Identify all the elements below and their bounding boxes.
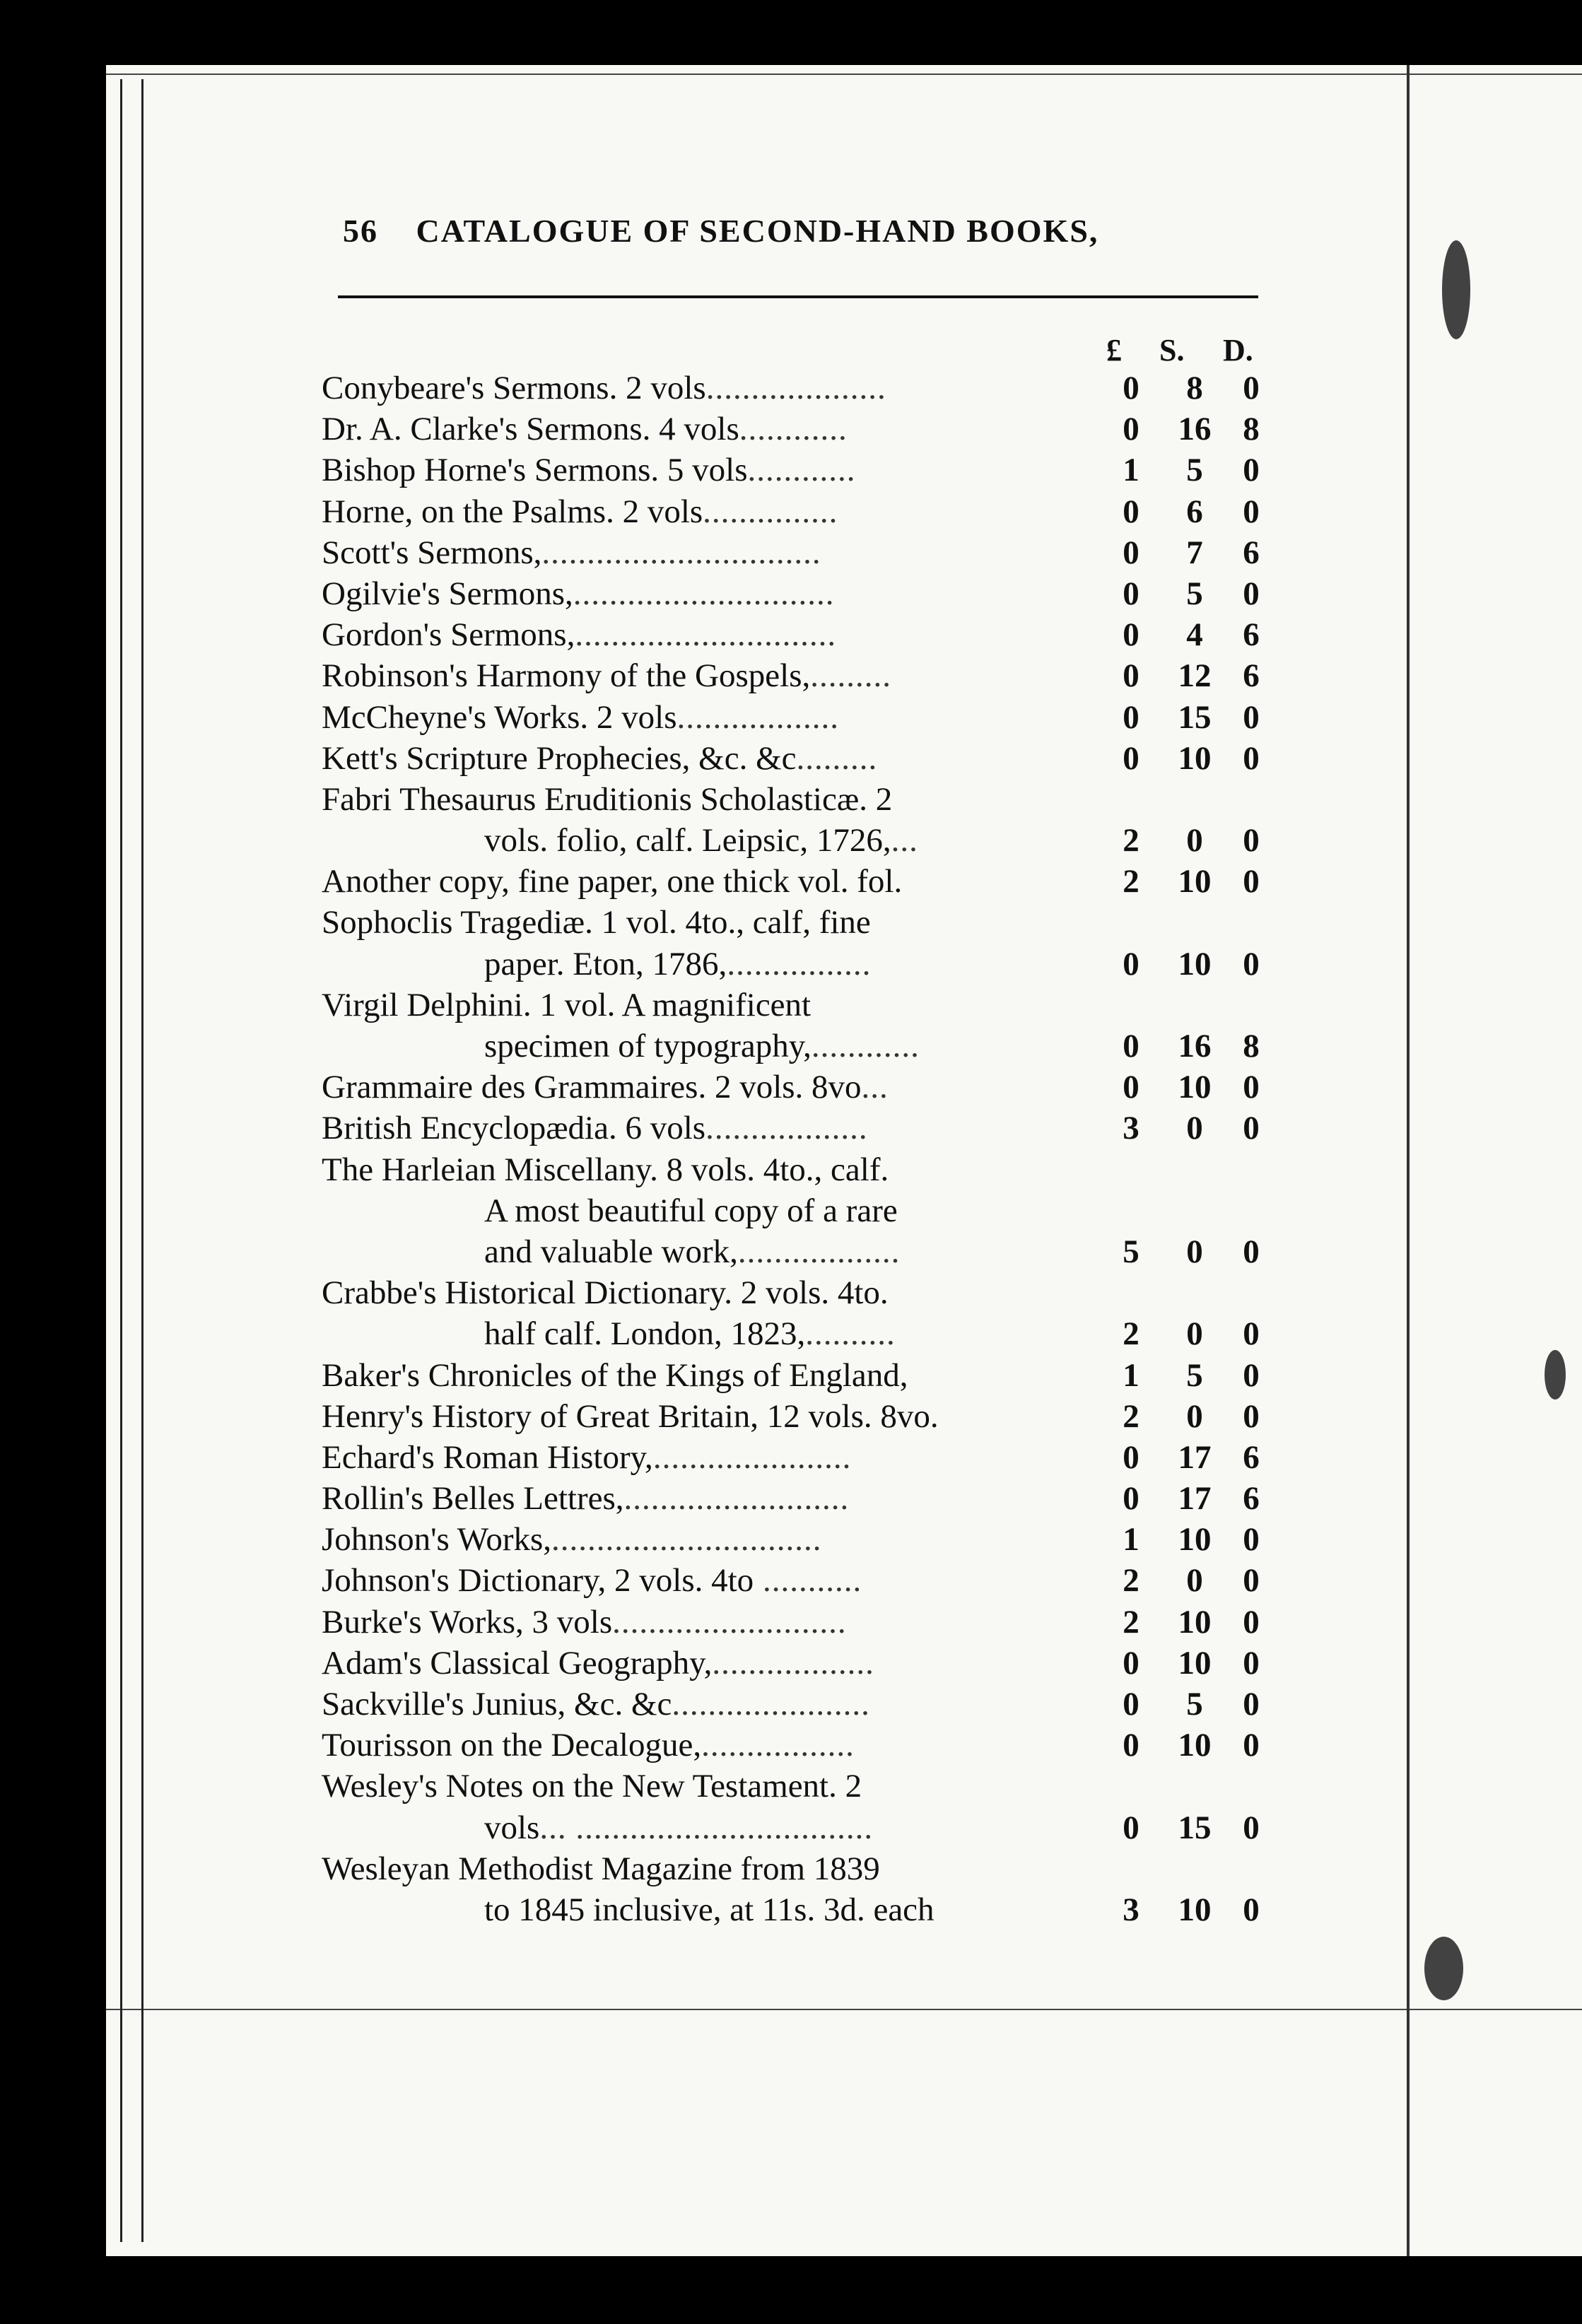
entry-text [322, 1272, 889, 1313]
catalogue-entry [322, 450, 1276, 491]
leader-dots: ............ [811, 1028, 920, 1064]
entry-text [322, 409, 848, 450]
catalogue-entry [322, 697, 1276, 738]
leader-dots: ................ [727, 945, 872, 982]
entry-text [322, 985, 811, 1026]
catalogue-entry [322, 1766, 1276, 1807]
price-shillings: 10 [1178, 863, 1212, 900]
page-number: 56 [343, 213, 378, 249]
entry-text [322, 1478, 849, 1519]
price-shillings: 16 [1178, 1028, 1212, 1064]
entry-title: Echard's Roman History, [322, 1438, 653, 1476]
price-pounds: 0 [1123, 657, 1139, 695]
entry-text [322, 368, 886, 409]
catalogue-entry [322, 779, 1276, 820]
price-pounds: 0 [1123, 616, 1139, 654]
price-pounds: 5 [1123, 1233, 1139, 1270]
price-pence: 0 [1243, 493, 1260, 530]
price-pence: 0 [1243, 739, 1260, 777]
entry-text [322, 450, 856, 491]
leader-dots: ......... [796, 739, 878, 777]
entry-text [484, 1889, 934, 1930]
price-pence: 0 [1243, 1397, 1260, 1435]
price-pence: 0 [1243, 1686, 1260, 1723]
price-pence: 0 [1243, 1315, 1260, 1353]
entry-title: Bishop Horne's Sermons. 5 vols [322, 452, 748, 489]
catalogue-entry-continuation [322, 944, 1276, 985]
entry-text [484, 820, 918, 861]
price-pence: 0 [1243, 1727, 1260, 1764]
entry-text [322, 1560, 862, 1601]
leader-dots: .......................... [612, 1603, 847, 1641]
price-pounds: 0 [1123, 1686, 1139, 1723]
catalogue-entry [322, 573, 1276, 614]
catalogue-entry [322, 614, 1276, 655]
scan-smudge [1442, 240, 1470, 339]
price-pounds: 2 [1123, 1562, 1139, 1600]
price-pounds: 0 [1123, 1438, 1139, 1476]
entry-title: British Encyclopædia. 6 vols [322, 1110, 706, 1147]
leader-dots: ......... [810, 657, 891, 695]
leader-dots: ............................... [541, 534, 821, 571]
entry-title: Sackville's Junius, &c. &c [322, 1686, 672, 1723]
entry-title: Conybeare's Sermons. 2 vols [322, 370, 706, 406]
entry-text [322, 1355, 908, 1396]
catalogue-entry [322, 985, 1276, 1026]
price-pounds: 0 [1123, 1480, 1139, 1518]
scan-smudge [1424, 1937, 1463, 2000]
price-pounds: 1 [1123, 452, 1139, 489]
leader-dots: ... [861, 1069, 889, 1106]
entry-text [322, 1684, 870, 1725]
entry-title: and valuable work, [484, 1233, 738, 1270]
price-shillings: 5 [1186, 1356, 1203, 1394]
price-shillings: 0 [1186, 1315, 1203, 1353]
entry-title: Virgil Delphini. 1 vol. A magnificent [322, 986, 811, 1023]
price-shillings: 0 [1186, 1397, 1203, 1435]
entry-title: Rollin's Belles Lettres, [322, 1480, 624, 1518]
price-shillings: 15 [1178, 698, 1212, 736]
left-border-rule-inner [141, 79, 143, 2242]
entry-text [322, 1725, 855, 1766]
catalogue-entry [322, 409, 1276, 450]
price-shillings: 10 [1178, 739, 1212, 777]
price-pence: 0 [1243, 1069, 1260, 1106]
price-shillings: 10 [1178, 1069, 1212, 1106]
catalogue-entry [322, 368, 1276, 409]
catalogue-entry [322, 902, 1276, 943]
entry-title: Dr. A. Clarke's Sermons. 4 vols [322, 411, 739, 448]
price-pence: 6 [1243, 1480, 1260, 1518]
price-pounds: 0 [1123, 1028, 1139, 1064]
leader-dots: .............................. [551, 1521, 822, 1559]
price-pence: 0 [1243, 1603, 1260, 1641]
catalogue-entry [322, 1602, 1276, 1643]
entry-title: Burke's Works, 3 vols [322, 1603, 613, 1641]
scan-smudge [1545, 1350, 1566, 1399]
header-rule [338, 295, 1258, 298]
price-pounds: 2 [1123, 863, 1139, 900]
column-head-pence: D. [1223, 333, 1253, 368]
entry-text [484, 1313, 896, 1354]
leader-dots: ...................... [652, 1438, 852, 1476]
entry-text [484, 1190, 898, 1231]
entry-text [484, 1231, 900, 1272]
entry-title: half calf. London, 1823, [484, 1315, 806, 1353]
entry-text [322, 738, 877, 779]
price-shillings: 10 [1178, 1603, 1212, 1641]
entry-title: Wesley's Notes on the New Testament. 2 [322, 1768, 862, 1805]
entry-title: Horne, on the Psalms. 2 vols [322, 493, 703, 530]
entry-title: McCheyne's Works. 2 vols [322, 698, 677, 736]
price-pence: 0 [1243, 945, 1260, 982]
price-pounds: 0 [1123, 1809, 1139, 1846]
price-shillings: 0 [1186, 822, 1203, 859]
left-border-rule [120, 79, 122, 2242]
catalogue-entry [322, 1643, 1276, 1684]
catalogue-entry [322, 1848, 1276, 1889]
catalogue-title: CATALOGUE OF SECOND-HAND BOOKS, [416, 213, 1099, 249]
entry-text [322, 614, 836, 655]
price-shillings: 0 [1186, 1110, 1203, 1147]
price-pounds: 0 [1123, 534, 1139, 571]
price-pounds: 0 [1123, 1644, 1139, 1682]
entry-text [484, 1807, 873, 1848]
price-pounds: 0 [1123, 1069, 1139, 1106]
catalogue-entries [322, 368, 1276, 1930]
leader-dots: ...................... [672, 1686, 870, 1723]
entry-title: Johnson's Works, [322, 1521, 552, 1559]
entry-title: Scott's Sermons, [322, 534, 542, 571]
entry-text [322, 861, 902, 902]
entry-title: Robinson's Harmony of the Gospels, [322, 657, 811, 695]
leader-dots: .................. [705, 1110, 868, 1147]
catalogue-entry [322, 655, 1276, 696]
price-shillings: 5 [1186, 575, 1203, 612]
entry-title: vols [484, 1809, 540, 1846]
page-header [343, 212, 1262, 269]
leader-dots: ................. [701, 1727, 855, 1764]
price-pence: 8 [1243, 1028, 1260, 1064]
leader-dots: ........... [754, 1562, 862, 1600]
leader-dots: ............................. [575, 616, 837, 654]
price-pounds: 0 [1123, 1727, 1139, 1764]
price-pounds: 0 [1123, 370, 1139, 406]
entry-title: Adam's Classical Geography, [322, 1644, 713, 1682]
entry-title: Gordon's Sermons, [322, 616, 575, 654]
catalogue-entry [322, 1149, 1276, 1190]
catalogue-entry [322, 1272, 1276, 1313]
entry-text [322, 491, 838, 532]
leader-dots: ... [891, 822, 918, 859]
catalogue-entry-continuation [322, 1026, 1276, 1067]
catalogue-entry-continuation [322, 1889, 1276, 1930]
catalogue-entry [322, 1725, 1276, 1766]
catalogue-entry-continuation [322, 820, 1276, 861]
price-shillings: 4 [1186, 616, 1203, 654]
price-pence: 6 [1243, 616, 1260, 654]
entry-text [322, 573, 835, 614]
price-pounds: 0 [1123, 945, 1139, 982]
price-pence: 0 [1243, 1233, 1260, 1270]
price-pence: 0 [1243, 1562, 1260, 1600]
entry-text [322, 1108, 868, 1149]
price-pence: 0 [1243, 1356, 1260, 1394]
entry-text [484, 944, 871, 985]
column-head-shillings: S. [1159, 333, 1185, 368]
column-head-pounds: £ [1106, 333, 1122, 368]
entry-title: A most beautiful copy of a rare [484, 1192, 898, 1229]
leader-dots: ......................... [623, 1480, 850, 1518]
catalogue-entry-continuation [322, 1807, 1276, 1848]
price-shillings: 5 [1186, 1686, 1203, 1723]
price-pence: 0 [1243, 370, 1260, 406]
entry-title: Tourisson on the Decalogue, [322, 1727, 702, 1764]
price-pounds: 0 [1123, 411, 1139, 448]
entry-title: Kett's Scripture Prophecies, &c. &c [322, 739, 797, 777]
entry-text [322, 779, 892, 820]
leader-dots: .................... [705, 370, 886, 406]
price-shillings: 0 [1186, 1562, 1203, 1600]
entry-title: Fabri Thesaurus Eruditionis Scholasticæ. 2 [322, 780, 893, 818]
top-border-rule [106, 74, 1582, 75]
entry-text [322, 1149, 889, 1190]
entry-title: The Harleian Miscellany. 8 vols. 4to., calf. [322, 1151, 889, 1188]
entry-text [322, 1396, 939, 1437]
entry-title: Baker's Chronicles of the Kings of England, [322, 1356, 908, 1394]
price-pence: 0 [1243, 1110, 1260, 1147]
leader-dots: .................. [737, 1233, 901, 1270]
price-pence: 0 [1243, 1521, 1260, 1559]
price-pence: 0 [1243, 1809, 1260, 1846]
catalogue-entry [322, 738, 1276, 779]
entry-title: Johnson's Dictionary, 2 vols. 4to [322, 1562, 754, 1600]
catalogue-entry [322, 1067, 1276, 1108]
price-pounds: 3 [1123, 1110, 1139, 1147]
price-pounds: 0 [1123, 698, 1139, 736]
catalogue-entry [322, 1560, 1276, 1601]
price-pounds: 0 [1123, 739, 1139, 777]
price-pounds: 3 [1123, 1891, 1139, 1928]
price-shillings: 7 [1186, 534, 1203, 571]
entry-title: Wesleyan Methodist Magazine from 1839 [322, 1850, 880, 1887]
catalogue-entry [322, 861, 1276, 902]
catalogue-entry [322, 1684, 1276, 1725]
price-pence: 0 [1243, 822, 1260, 859]
catalogue-entry-continuation [322, 1190, 1276, 1231]
leader-dots: .................. [676, 698, 840, 736]
price-shillings: 6 [1186, 493, 1203, 530]
entry-text [484, 1026, 920, 1067]
price-shillings: 10 [1178, 1521, 1212, 1559]
price-pounds: 2 [1123, 1315, 1139, 1353]
entry-text [322, 1848, 880, 1889]
price-shillings: 17 [1178, 1480, 1212, 1518]
price-shillings: 16 [1178, 411, 1212, 448]
entry-text [322, 532, 821, 573]
price-shillings: 10 [1178, 1644, 1212, 1682]
catalogue-entry [322, 1437, 1276, 1478]
page-fold-line [1407, 65, 1410, 2256]
leader-dots: ............ [747, 452, 856, 489]
price-pounds: 1 [1123, 1521, 1139, 1559]
price-pounds: 2 [1123, 1603, 1139, 1641]
catalogue-entry [322, 491, 1276, 532]
entry-text [322, 697, 839, 738]
entry-title: specimen of typography, [484, 1028, 811, 1064]
price-pence: 0 [1243, 863, 1260, 900]
price-shillings: 17 [1178, 1438, 1212, 1476]
price-shillings: 5 [1186, 452, 1203, 489]
price-pence: 8 [1243, 411, 1260, 448]
leader-dots: ............... [703, 493, 838, 530]
price-shillings: 0 [1186, 1233, 1203, 1270]
entry-title: paper. Eton, 1786, [484, 945, 727, 982]
price-shillings: 8 [1186, 370, 1203, 406]
price-shillings: 10 [1178, 1727, 1212, 1764]
price-pence: 0 [1243, 698, 1260, 736]
price-pence: 0 [1243, 575, 1260, 612]
price-pence: 0 [1243, 1891, 1260, 1928]
entry-text [322, 1602, 847, 1643]
price-shillings: 12 [1178, 657, 1212, 695]
entry-text [322, 1766, 862, 1807]
price-shillings: 10 [1178, 1891, 1212, 1928]
price-shillings: 15 [1178, 1809, 1212, 1846]
entry-text [322, 1643, 874, 1684]
catalogue-entry [322, 1519, 1276, 1560]
price-pounds: 0 [1123, 575, 1139, 612]
price-pence: 6 [1243, 534, 1260, 571]
entry-title: Ogilvie's Sermons, [322, 575, 573, 612]
price-pence: 0 [1243, 1644, 1260, 1682]
price-shillings: 10 [1178, 945, 1212, 982]
entry-text [322, 1437, 851, 1478]
price-pounds: 1 [1123, 1356, 1139, 1394]
catalogue-entry [322, 1108, 1276, 1149]
entry-title: vols. folio, calf. Leipsic, 1726, [484, 822, 891, 859]
price-pounds: 2 [1123, 822, 1139, 859]
entry-title: Henry's History of Great Britain, 12 vols. 8vo. [322, 1397, 939, 1435]
price-pence: 6 [1243, 657, 1260, 695]
catalogue-entry [322, 1396, 1276, 1437]
price-pence: 6 [1243, 1438, 1260, 1476]
catalogue-entry [322, 1478, 1276, 1519]
price-pounds: 2 [1123, 1397, 1139, 1435]
entry-text [322, 1067, 889, 1108]
catalogue-entry [322, 532, 1276, 573]
entry-text [322, 1519, 822, 1560]
catalogue-entry-continuation [322, 1313, 1276, 1354]
entry-title: Another copy, fine paper, one thick vol. fol. [322, 863, 903, 900]
entry-title: Grammaire des Grammaires. 2 vols. 8vo [322, 1069, 862, 1106]
entry-title: to 1845 inclusive, at 11s. 3d. each [484, 1891, 934, 1928]
entry-title: Crabbe's Historical Dictionary. 2 vols. 4to. [322, 1274, 889, 1312]
entry-text [322, 902, 871, 943]
price-pence: 0 [1243, 452, 1260, 489]
bottom-border-rule [106, 2009, 1582, 2010]
leader-dots: .................. [712, 1644, 874, 1682]
leader-dots: ... ................................. [539, 1809, 874, 1846]
entry-title: Sophoclis Tragediæ. 1 vol. 4to., calf, fine [322, 904, 871, 941]
price-pounds: 0 [1123, 493, 1139, 530]
leader-dots: .......... [805, 1315, 896, 1353]
entry-text [322, 655, 891, 696]
catalogue-entry-continuation [322, 1231, 1276, 1272]
catalogue-entry [322, 1355, 1276, 1396]
leader-dots: ............ [739, 411, 848, 448]
leader-dots: ............................. [573, 575, 835, 612]
